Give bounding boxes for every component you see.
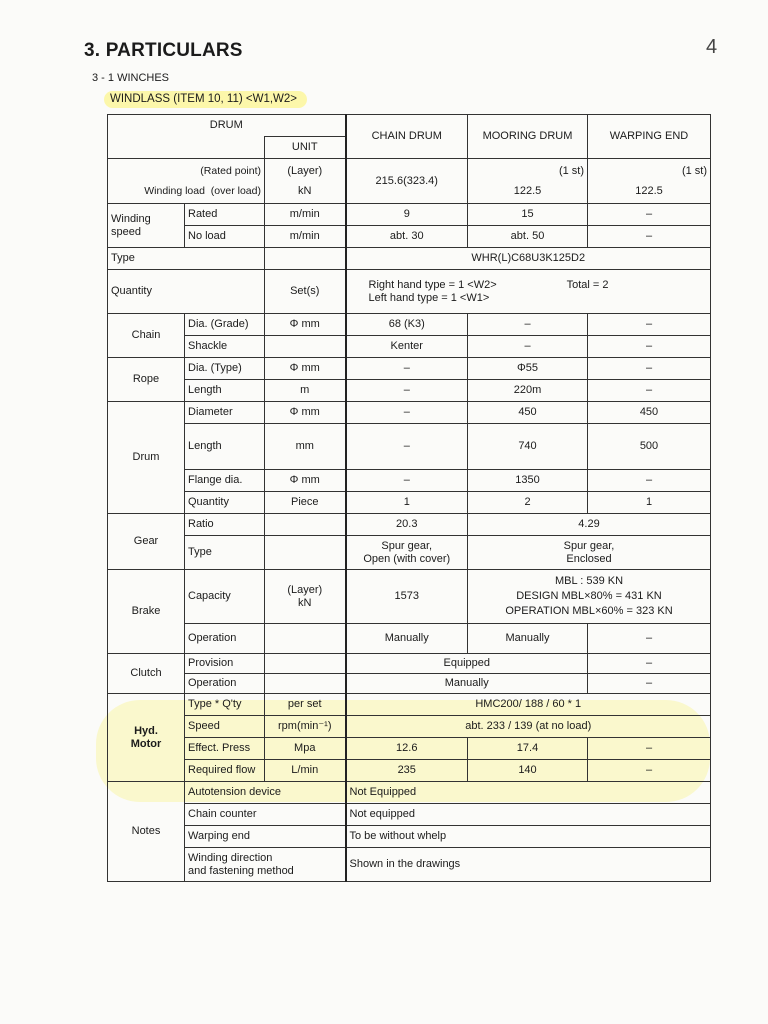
chain-drum-header: CHAIN DRUM [346,115,468,159]
table-row: Clutch Provision Equipped – [108,654,711,674]
mooring-drum-header: MOORING DRUM [468,115,588,159]
table-row: Quantity Piece 1 2 1 [108,492,711,514]
table-row: Length m – 220m – [108,380,711,402]
table-row: Flange dia. Φ mm – 1350 – [108,470,711,492]
windlass-spec-table [107,114,711,882]
table-row: Shackle Kenter – – [108,336,711,358]
table-row: Operation Manually Manually – [108,624,711,654]
table-row: Required flow L/min 235 140 – [108,760,711,782]
subsection-title: 3 - 1 WINCHES [92,72,170,84]
table-row: Hyd. Motor Type * Q'ty per set HMC200/ 188 / 60 * 1 [108,694,711,716]
table-row: Operation Manually – [108,674,711,694]
table-row: Notes Autotension device Not Equipped [108,782,711,804]
drum-header: DRUM [108,115,346,137]
table-row: No load m/min abt. 30 abt. 50 – [108,226,711,248]
table-row: Type WHR(L)C68U3K125D2 [108,248,711,270]
table-row: (Rated point) Winding load (over load) (Layer) kN 215.6(323.4) (1 st) 122.5 (1 st) 122.5 [108,159,711,204]
unit-header: UNIT [265,137,346,159]
table-row: Warping end To be without whelp [108,826,711,848]
table-row: Winding speed Rated m/min 9 15 – [108,204,711,226]
table-row: Chain counter Not equipped [108,804,711,826]
table-row: Gear Ratio 20.3 4.29 [108,514,711,536]
table-row: Drum Diameter Φ mm – 450 450 [108,402,711,424]
winding-load-unit: (Layer) kN [265,159,346,204]
table-row: Brake Capacity (Layer) kN 1573 MBL : 539 KN DESIGN MBL×80% = 431 KN OPERATION MBL×60% = 323 KN [108,570,711,624]
table-row: Speed rpm(min⁻¹) abt. 233 / 139 (at no load) [108,716,711,738]
section-title: 3. PARTICULARS [84,40,243,61]
table-row: Quantity Set(s) Right hand type = 1 <W2> Total = 2 Left hand type = 1 <W1> [108,270,711,314]
page-number: 4 [706,36,718,58]
table-row: Length mm – 740 500 [108,424,711,470]
table-row: Effect. Press Mpa 12.6 17.4 – [108,738,711,760]
table-row: Rope Dia. (Type) Φ mm – Φ55 – [108,358,711,380]
warping-end-header: WARPING END [588,115,711,159]
winding-load-label: (Rated point) Winding load (over load) [108,159,265,204]
table-row: Type Spur gear, Open (with cover) Spur gear, Enclosed [108,536,711,570]
table-row: Chain Dia. (Grade) Φ mm 68 (K3) – – [108,314,711,336]
table-row: Winding direction and fastening method Shown in the drawings [108,848,711,882]
table-header-row [108,115,711,137]
windlass-heading: WINDLASS (ITEM 10, 11) <W1,W2> [104,91,307,108]
